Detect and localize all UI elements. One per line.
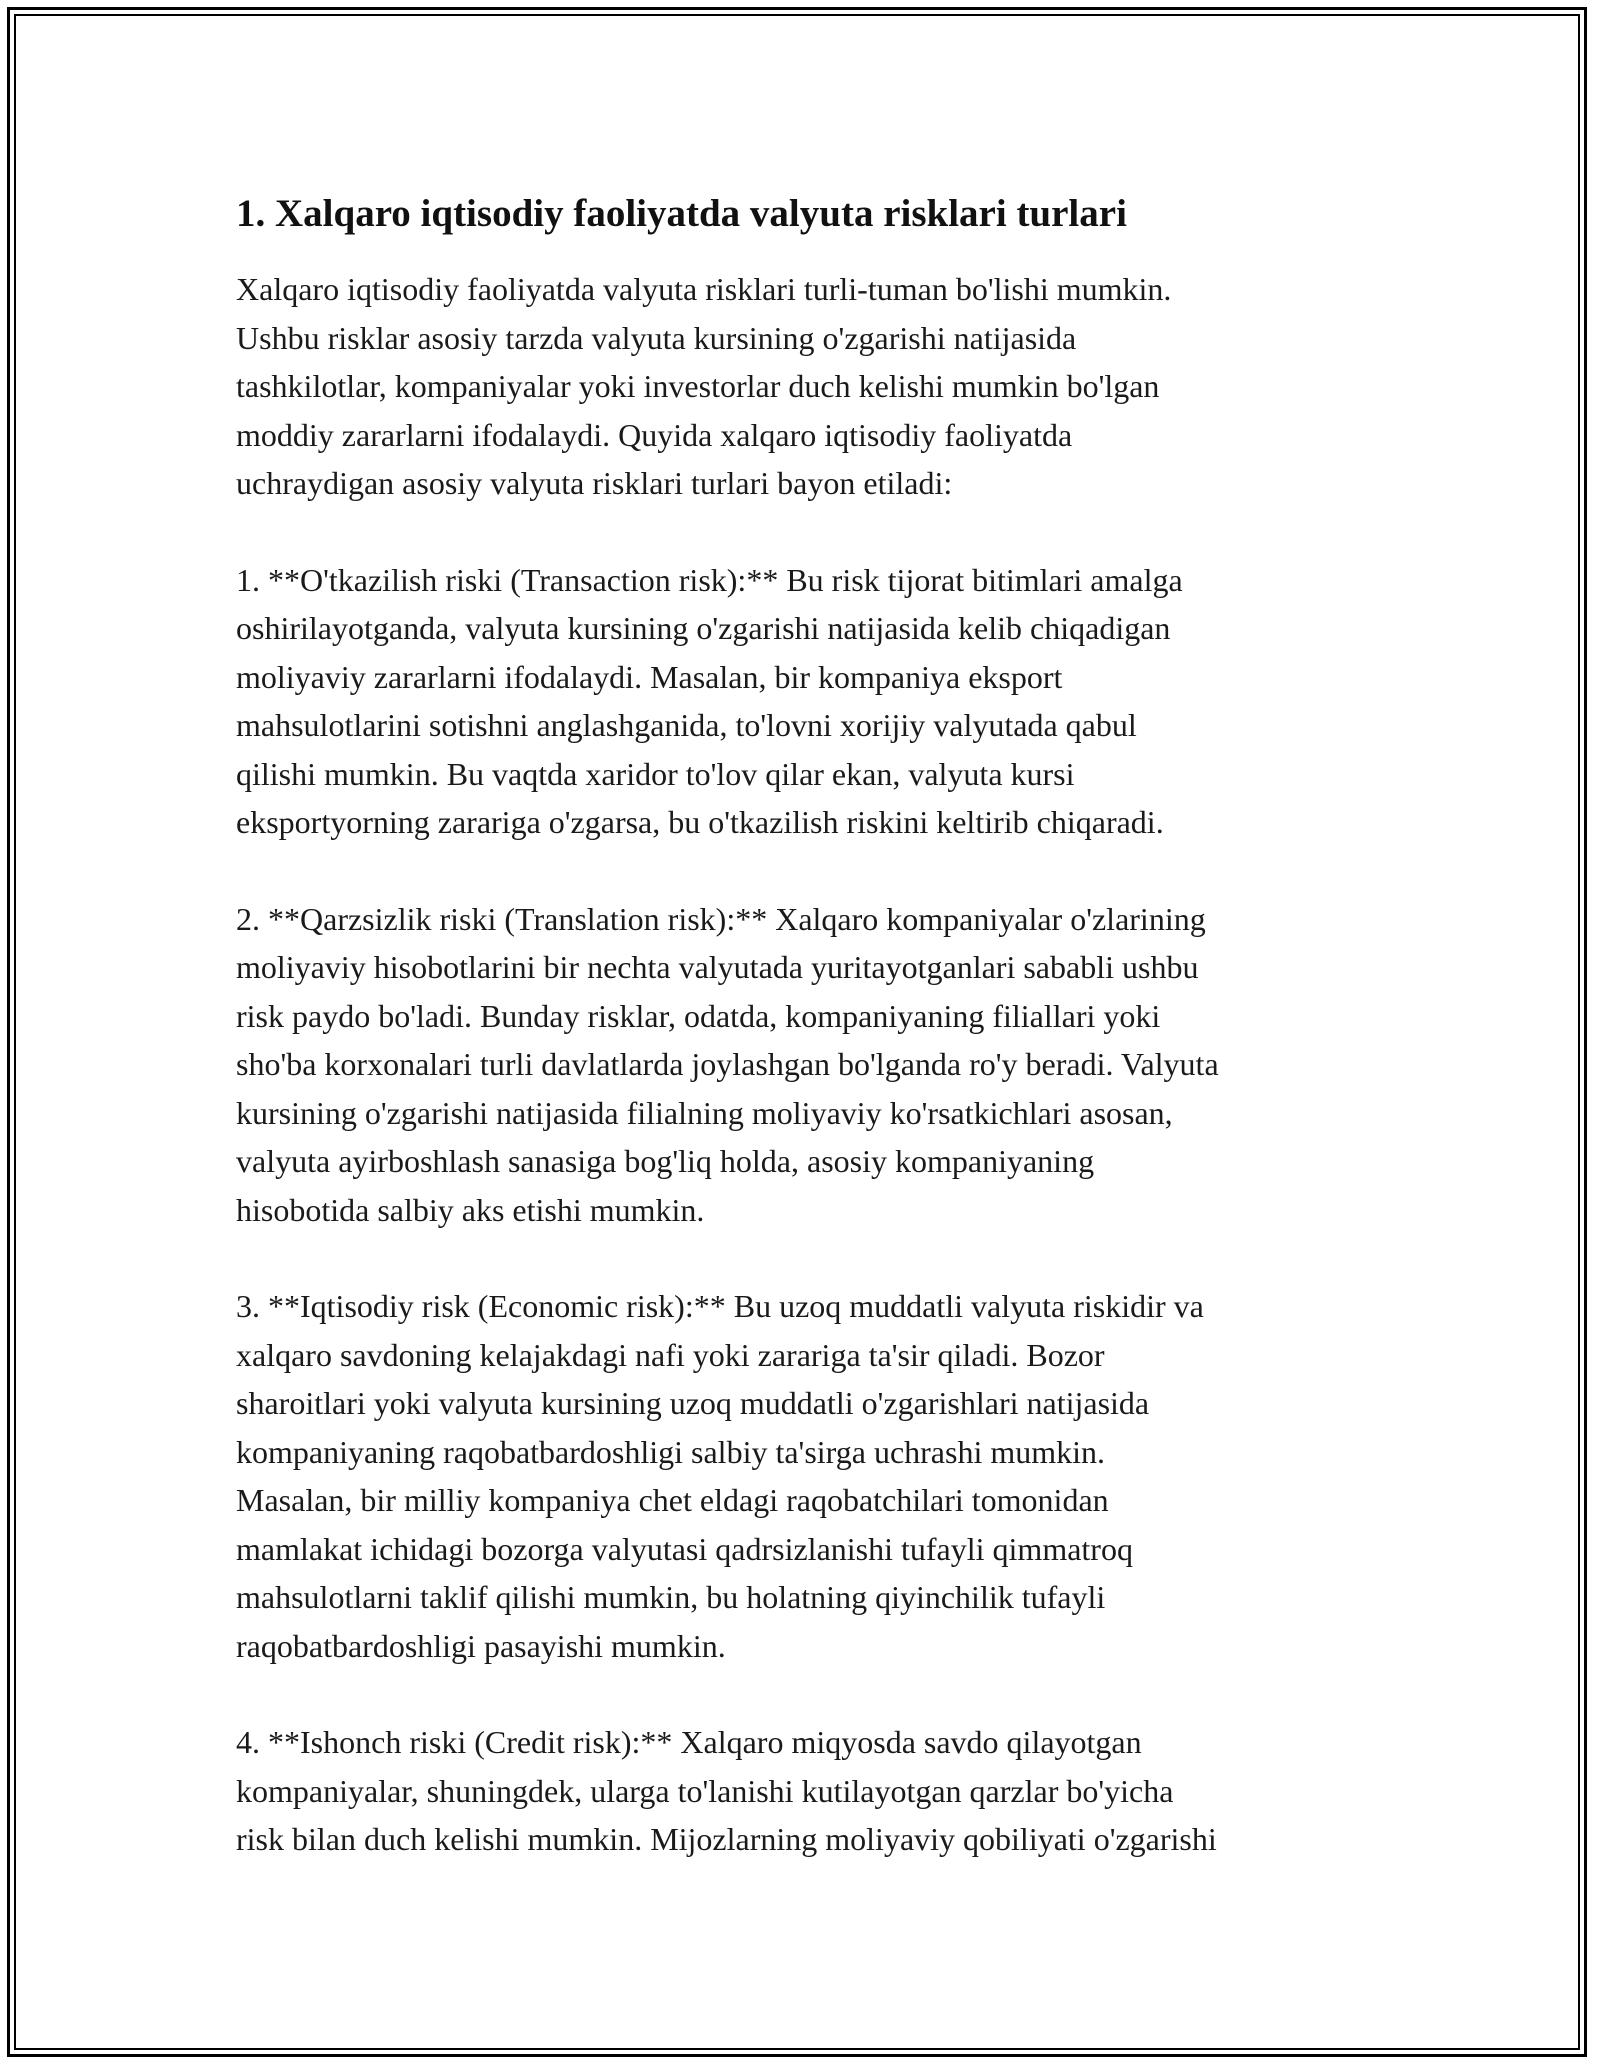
paragraph-line: raqobatbardoshligi pasayishi mumkin.: [236, 1627, 726, 1664]
paragraph: [236, 895, 1376, 1235]
paragraph-line: hisobotida salbiy aks etishi mumkin.: [236, 1191, 705, 1228]
paragraph-line: 1. **O'tkazilish riski (Transaction risk):** Bu risk tijorat bitimlari amalga: [236, 561, 1183, 598]
paragraph-line: xalqaro savdoning kelajakdagi nafi yoki zarariga ta'sir qiladi. Bozor: [236, 1336, 1105, 1373]
paragraph-line: kursining o'zgarishi natijasida filialning moliyaviy ko'rsatkichlari asosan,: [236, 1094, 1173, 1131]
paragraph-line: qilishi mumkin. Bu vaqtda xaridor to'lov qilar ekan, valyuta kursi: [236, 755, 1075, 792]
paragraph-line: moliyaviy hisobotlarini bir nechta valyutada yuritayotganlari sababli ushbu: [236, 949, 1199, 985]
paragraph-line: oshirilayotganda, valyuta kursining o'zgarishi natijasida kelib chiqadigan: [236, 610, 1171, 646]
paragraph-line: moddiy zararlarni ifodalaydi. Quyida xalqaro iqtisodiy faoliyatda: [236, 416, 1073, 453]
paragraph-line: sharoitlari yoki valyuta kursining uzoq muddatli o'zgarishlari natijasida: [236, 1385, 1150, 1421]
document-body: [236, 185, 1376, 1912]
paragraph-line: mamlakat ichidagi bozorga valyutasi qadrsizlanishi tufayli qimmatroq: [236, 1530, 1133, 1567]
paragraph-line: Ushbu risklar asosiy tarzda valyuta kursining o'zgarishi natijasida: [236, 319, 1077, 356]
paragraph-line: valyuta ayirboshlash sanasiga bog'liq holda, asosiy kompaniyaning: [236, 1143, 1095, 1179]
paragraph-line: mahsulotlarini sotishni anglashganida, to'lovni xorijiy valyutada qabul: [236, 707, 1137, 743]
paragraph-line: Masalan, bir milliy kompaniya chet eldagi raqobatchilari tomonidan: [236, 1482, 1109, 1518]
paragraph-line: 2. **Qarzsizlik riski (Translation risk):** Xalqaro kompaniyalar o'zlarining: [236, 900, 1206, 937]
paragraph-line: sho'ba korxonalari turli davlatlarda joylashgan bo'lganda ro'y beradi. Valyuta: [236, 1046, 1219, 1082]
paragraph-line: kompaniyaning raqobatbardoshligi salbiy ta'sirga uchrashi mumkin.: [236, 1433, 1106, 1470]
paragraph-line: 3. **Iqtisodiy risk (Economic risk):** Bu uzoq muddatli valyuta riskidir va: [236, 1288, 1204, 1324]
paragraph-line: mahsulotlarni taklif qilishi mumkin, bu holatning qiyinchilik tufayli: [236, 1579, 1106, 1615]
paragraph-list: [236, 265, 1376, 1864]
paragraph-line: risk paydo bo'ladi. Bunday risklar, odatda, kompaniyaning filiallari yoki: [236, 997, 1161, 1034]
paragraph-line: risk bilan duch kelishi mumkin. Mijozlarning moliyaviy qobiliyati o'zgarishi: [236, 1821, 1217, 1857]
paragraph: [236, 1718, 1376, 1864]
paragraph: [236, 556, 1376, 847]
paragraph-line: uchraydigan asosiy valyuta risklari turlari bayon etiladi:: [236, 465, 953, 501]
paragraph-line: kompaniyalar, shuningdek, ularga to'lanishi kutilayotgan qarzlar bo'yicha: [236, 1772, 1174, 1809]
document-title: 1. Xalqaro iqtisodiy faoliyatda valyuta risklari turlari: [236, 192, 1127, 235]
paragraph-line: eksportyorning zarariga o'zgarsa, bu o'tkazilish riskini keltirib chiqaradi.: [236, 804, 1164, 840]
paragraph: [236, 1282, 1376, 1670]
paragraph-line: 4. **Ishonch riski (Credit risk):** Xalqaro miqyosda savdo qilayotgan: [236, 1724, 1142, 1760]
paragraph-line: tashkilotlar, kompaniyalar yoki investorlar duch kelishi mumkin bo'lgan: [236, 368, 1160, 404]
paragraph-line: Xalqaro iqtisodiy faoliyatda valyuta risklari turli-tuman bo'lishi mumkin.: [236, 271, 1172, 307]
paragraph-line: moliyaviy zararlarni ifodalaydi. Masalan, bir kompaniya eksport: [236, 658, 1063, 695]
paragraph: [236, 265, 1376, 508]
